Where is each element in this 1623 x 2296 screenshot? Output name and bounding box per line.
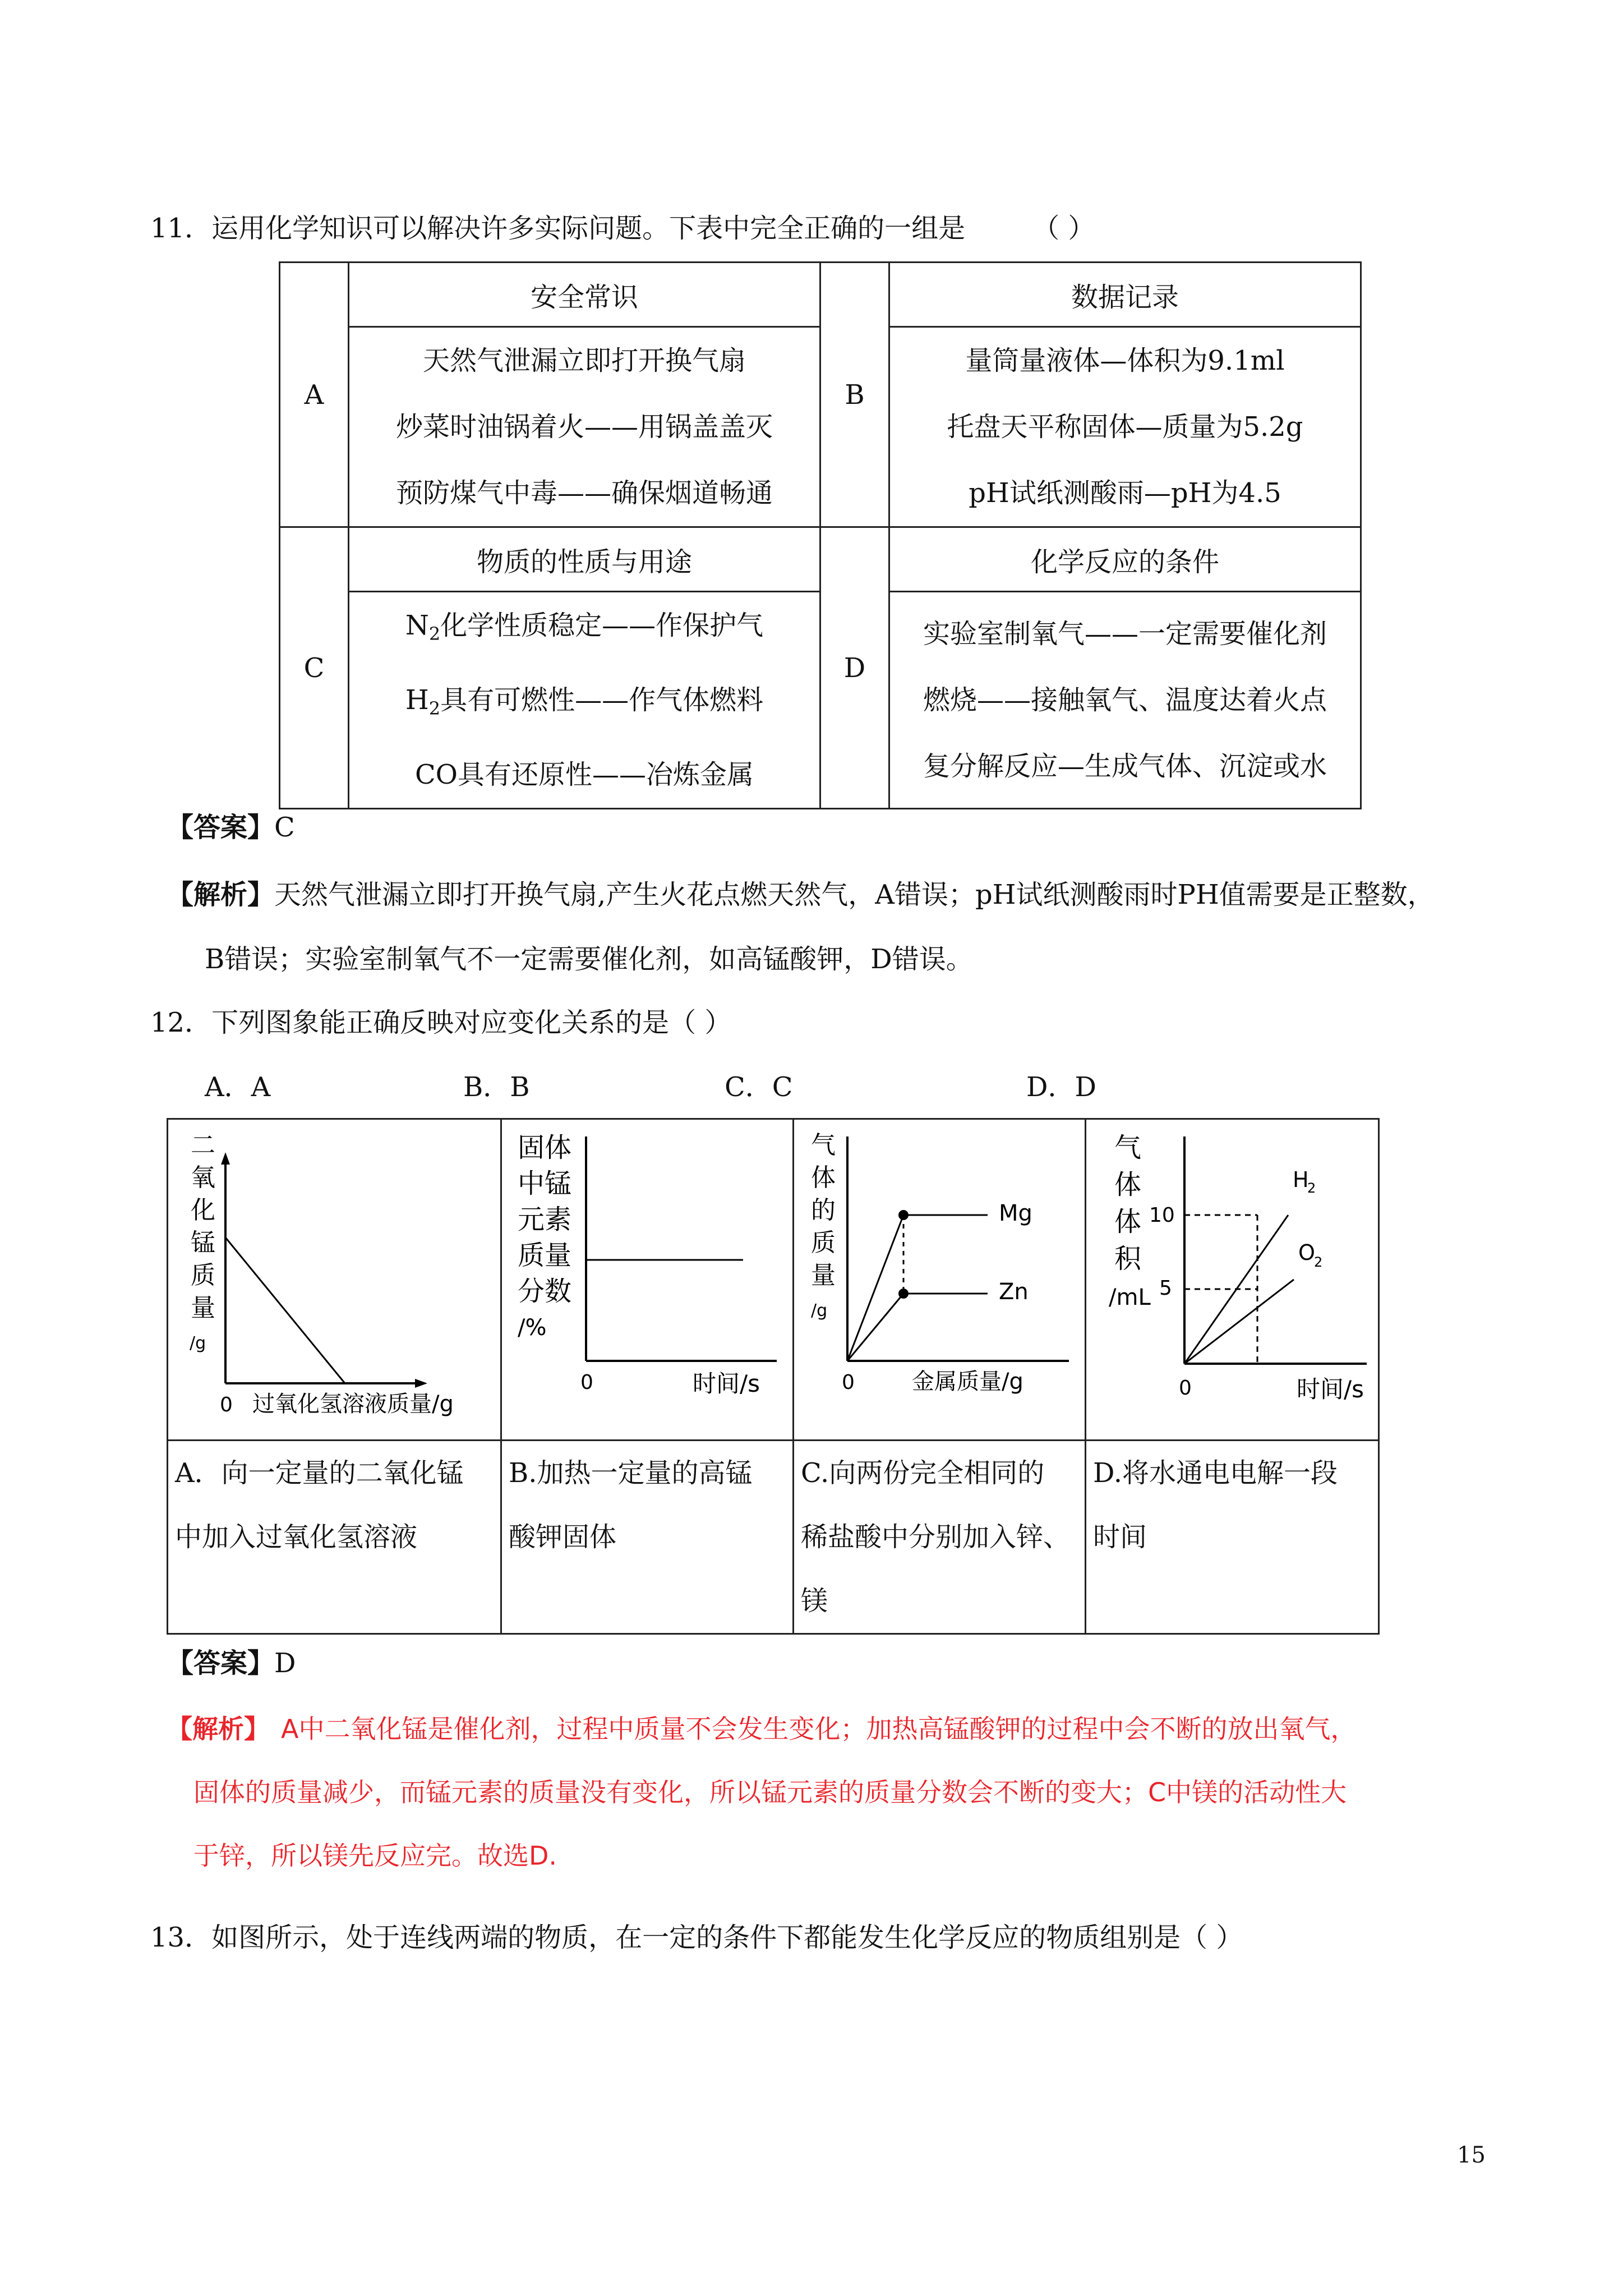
svg-text:的: 的	[811, 1196, 836, 1225]
q12-explanation-3: 于锌，所以镁先反应完。故选D.	[193, 1841, 557, 1871]
q11-letter-c: C	[280, 527, 349, 809]
svg-text:0: 0	[220, 1393, 233, 1416]
graph-b	[502, 1120, 792, 1437]
q12-option-a: A．A	[205, 1071, 271, 1103]
svg-text:体: 体	[811, 1163, 836, 1192]
svg-text:体: 体	[1114, 1169, 1142, 1200]
svg-text:2: 2	[1314, 1254, 1323, 1270]
svg-text:Zn: Zn	[999, 1279, 1029, 1305]
q11-c-title: 物质的性质与用途	[349, 527, 820, 592]
svg-text:气: 气	[1114, 1132, 1142, 1163]
q11-table	[279, 261, 1362, 809]
svg-text:元素: 元素	[518, 1204, 572, 1235]
q11-a-body: 天然气泄漏立即打开换气扇 炒菜时油锅着火——用锅盖盖灭 预防煤气中毒——确保烟道畅通	[349, 327, 820, 527]
svg-text:二: 二	[191, 1131, 215, 1159]
svg-text:固体: 固体	[518, 1132, 572, 1163]
q12-option-d: D．D	[1026, 1071, 1096, 1103]
q12-stem: 12．下列图象能正确反映对应变化关系的是（ ）	[150, 1007, 732, 1038]
svg-text:质: 质	[811, 1228, 836, 1257]
svg-text:/g: /g	[811, 1301, 828, 1320]
q12-explanation-1: 【解析】 A中二氧化锰是催化剂，过程中质量不会发生变化；加热高锰酸钾的过程中会不断的放出氧气，	[167, 1714, 1357, 1744]
svg-text:0: 0	[580, 1371, 593, 1394]
q12-table	[167, 1118, 1380, 1635]
svg-text:/g: /g	[190, 1333, 206, 1353]
q12-option-b: B．B	[463, 1071, 530, 1103]
page-number: 15	[1457, 2142, 1486, 2168]
q12-caption-d: D.将水通电电解一段 时间	[1086, 1441, 1379, 1634]
graph-d	[1086, 1120, 1378, 1437]
svg-text:5: 5	[1159, 1277, 1172, 1300]
q12-graph-b-cell	[501, 1119, 794, 1441]
q12-graph-c-cell	[794, 1119, 1086, 1441]
svg-text:量: 量	[811, 1261, 836, 1290]
svg-text:0: 0	[1179, 1377, 1192, 1400]
svg-text:量: 量	[191, 1294, 215, 1322]
q12-explanation-2: 固体的质量减少，而锰元素的质量没有变化，所以锰元素的质量分数会不断的变大；C中镁的活动性大	[193, 1777, 1347, 1807]
svg-text:金属质量/g: 金属质量/g	[912, 1369, 1023, 1395]
graph-c	[794, 1120, 1085, 1437]
svg-text:0: 0	[842, 1371, 855, 1394]
q11-letter-d: D	[820, 527, 889, 809]
q12-graph-d-cell	[1086, 1119, 1379, 1441]
svg-text:质: 质	[191, 1261, 215, 1290]
q12-caption-c: C.向两份完全相同的 稀盐酸中分别加入锌、 镁	[794, 1441, 1086, 1634]
svg-text:中锰: 中锰	[518, 1168, 572, 1199]
q12-caption-b: B.加热一定量的高锰 酸钾固体	[501, 1441, 794, 1634]
q11-explanation-1: 【解析】天然气泄漏立即打开换气扇,产生火花点燃天然气，A错误；pH试纸测酸雨时PH值需要是正整数，	[167, 879, 1435, 910]
q11-d-title: 化学反应的条件	[889, 527, 1361, 592]
q13-stem: 13．如图所示，处于连线两端的物质，在一定的条件下都能发生化学反应的物质组别是（ ）	[150, 1922, 1243, 1953]
q11-explanation-2: B错误；实验室制氧气不一定需要催化剂，如高锰酸钾，D错误。	[205, 944, 973, 975]
q12-graph-a-cell	[168, 1119, 501, 1441]
svg-text:时间/s: 时间/s	[1297, 1375, 1364, 1403]
q12-caption-a: A．向一定量的二氧化锰 中加入过氧化氢溶液	[168, 1441, 501, 1634]
q11-letter-a: A	[280, 263, 349, 527]
q12-answer: 【答案】D	[167, 1648, 296, 1679]
svg-text:分数: 分数	[518, 1276, 572, 1307]
svg-text:化: 化	[191, 1196, 215, 1225]
svg-text:2: 2	[1307, 1180, 1316, 1196]
q11-a-title: 安全常识	[349, 263, 820, 327]
svg-text:积: 积	[1114, 1243, 1142, 1274]
svg-text:过氧化氢溶液质量/g: 过氧化氢溶液质量/g	[252, 1391, 454, 1417]
svg-text:锰: 锰	[191, 1228, 215, 1257]
q11-letter-b: B	[820, 263, 889, 527]
q11-d-body: 实验室制氧气——一定需要催化剂 燃烧——接触氧气、温度达着火点 复分解反应—生成气体、沉淀或水	[889, 592, 1361, 809]
q11-answer: 【答案】C	[167, 812, 295, 843]
svg-text:10: 10	[1149, 1204, 1175, 1227]
svg-text:体: 体	[1114, 1206, 1142, 1237]
svg-text:Mg: Mg	[999, 1200, 1032, 1226]
q11-b-title: 数据记录	[889, 263, 1361, 327]
svg-text:氧: 氧	[191, 1163, 215, 1192]
svg-text:O: O	[1298, 1240, 1315, 1265]
q11-b-body: 量筒量液体—体积为9.1ml 托盘天平称固体—质量为5.2g pH试纸测酸雨—pH为4.5	[889, 327, 1361, 527]
svg-text:时间/s: 时间/s	[693, 1370, 760, 1397]
svg-text:/%: /%	[518, 1315, 547, 1341]
graph-a	[168, 1120, 500, 1437]
svg-text:气: 气	[811, 1131, 836, 1159]
q11-stem: 11．运用化学知识可以解决许多实际问题。下表中完全正确的一组是 （ ）	[150, 213, 1095, 244]
svg-text:H: H	[1293, 1167, 1309, 1192]
q12-option-c: C．C	[725, 1071, 793, 1103]
svg-text:/mL: /mL	[1109, 1285, 1151, 1310]
svg-text:质量: 质量	[518, 1240, 572, 1271]
q11-c-body: $N_2$化学性质稳定——作保护气 $H_2$具有可燃性——作气体燃料 CO具有还原性——冶炼金属	[349, 592, 820, 809]
